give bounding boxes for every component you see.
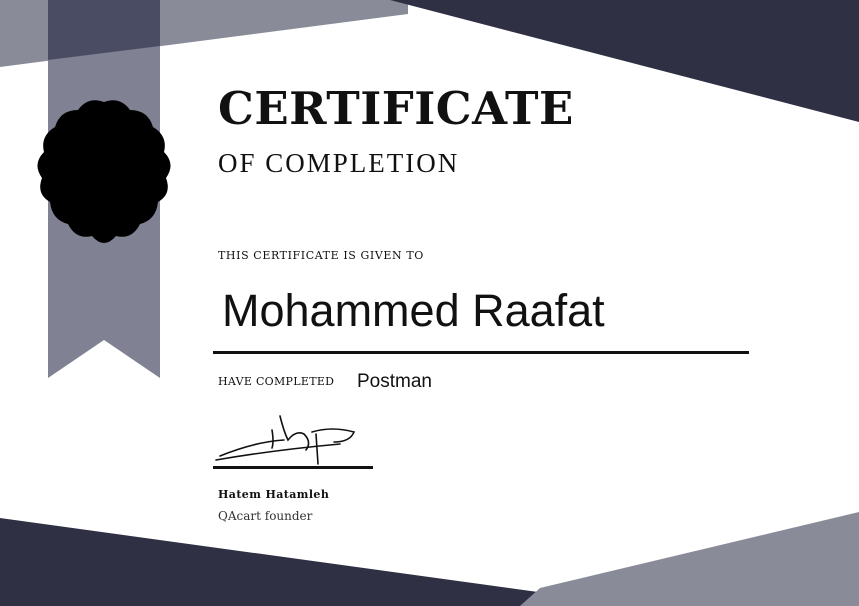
recipient-name: Mohammed Raafat <box>222 285 605 336</box>
signature-line <box>213 466 373 469</box>
signature-icon <box>214 412 364 468</box>
course-name: Postman <box>357 371 432 392</box>
given-to-label: THIS CERTIFICATE IS GIVEN TO <box>218 249 424 262</box>
have-completed-label: HAVE COMPLETED <box>218 375 335 388</box>
certificate-title: CERTIFICATE <box>218 82 574 135</box>
signer-name: Hatem Hatamleh <box>218 488 330 501</box>
signer-role: QAcart founder <box>218 509 313 523</box>
certificate-subtitle: OF COMPLETION <box>218 148 460 178</box>
bottom-right-band <box>520 512 859 606</box>
recipient-underline <box>213 351 749 354</box>
